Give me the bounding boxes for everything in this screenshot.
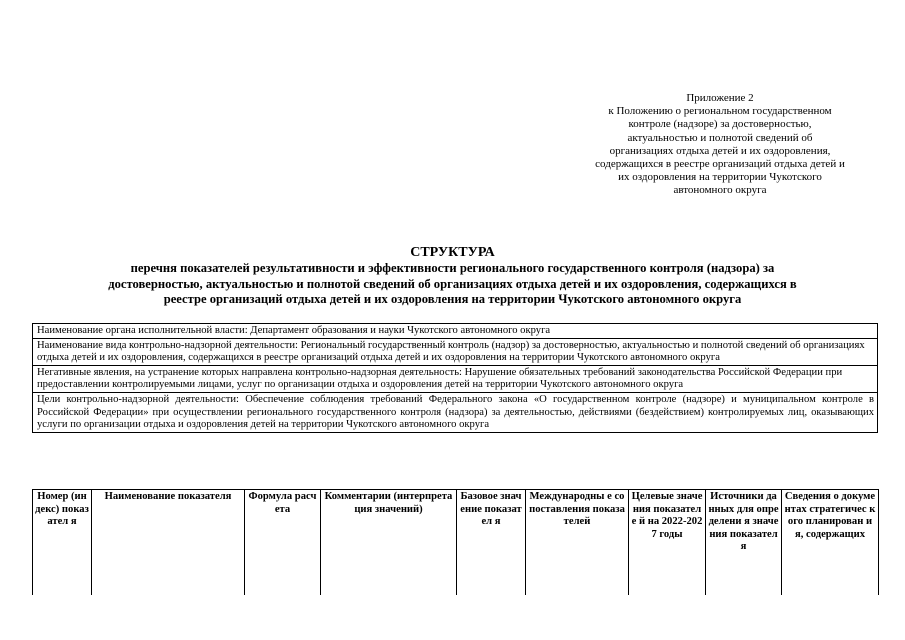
column-header-international: Международны е сопоставления показателей: [526, 490, 629, 596]
column-header-formula: Формула расчета: [245, 490, 321, 596]
info-row: [33, 324, 878, 339]
info-row: [33, 365, 878, 392]
column-header-base-value: Базовое значение показател я: [457, 490, 526, 596]
info-negative-phenomena-cell: Негативные явления, на устранение которых направлена контрольно-надзорная деятельность: Нарушение обязательных требований законодательства Российской Федерации при предоставлении контролируемыми лицами, услуг по организации отдыха и оздоровления детей на территории Чукотского автономного округа: [33, 365, 878, 392]
appendix-line: Приложение 2: [686, 92, 754, 104]
info-goals-cell: Цели контрольно-надзорной деятельности: Обеспечение соблюдения требований Федерального закона «О государственном контроле (надзоре) и муниципальном контроле в Российской Федерации» при осуществлении регионального государственного контроля (надзора) за деятельностью, действиями (бездействием) контролируемых лиц, оказывающих услуги по организации отдыха и оздоровления детей на территории Чукотского автономного округа: [33, 392, 878, 432]
document-subtitle-line: достоверностью, актуальностью и полнотой сведений об организациях отдыха детей и их оздоровления, содержащихся в: [108, 276, 797, 291]
column-header-strategic-docs: Сведения о документах стратегичес кого планирован ия, содержащих: [782, 490, 879, 596]
appendix-note: [560, 92, 880, 198]
info-table: [32, 323, 878, 433]
document-subtitle-line: реестре организаций отдыха детей и их оздоровления на территории Чукотского автономного округа: [163, 292, 742, 306]
column-header-name: Наименование показателя: [92, 490, 245, 596]
appendix-line: организациях отдыха детей и их оздоровления,: [609, 144, 831, 157]
info-row: [33, 392, 878, 432]
info-control-type-cell: Наименование вида контрольно-надзорной деятельности: Региональный государственный контроль (надзор) за достоверностью, актуальностью и полнотой сведений об организациях отдыха детей и их оздоровления, содержащихся в реестре организаций отдыха детей и их оздоровления на территории Чукотского автономного округа: [33, 338, 878, 365]
column-header-index: Номер (индекс) показател я: [33, 490, 92, 596]
appendix-line: их оздоровления на территории Чукотского: [618, 171, 822, 184]
column-header-data-sources: Источники данных для определени я значения показателя: [706, 490, 782, 596]
info-row: [33, 338, 878, 365]
document-title: СТРУКТУРА: [410, 245, 495, 260]
info-authority-cell: Наименование органа исполнительной власти: Департамент образования и науки Чукотского автономного округа: [33, 324, 878, 339]
column-header-comments: Комментарии (интерпретация значений): [321, 490, 457, 596]
indicators-table: [32, 489, 879, 595]
appendix-line: содержащихся в реестре организаций отдыха детей и: [595, 158, 845, 171]
appendix-line: к Положению о региональном государственном: [608, 105, 832, 118]
appendix-line: автономного округа: [673, 184, 767, 197]
document-heading: [28, 244, 877, 308]
header-row: [33, 490, 879, 596]
column-header-target-values: Целевые значения показателе й на 2022-2027 годы: [629, 490, 706, 596]
appendix-line: актуальностью и полнотой сведений об: [627, 131, 813, 144]
document-subtitle-line: перечня показателей результативности и эффективности регионального государственного контроля (надзора) за: [130, 261, 775, 275]
appendix-line: контроле (надзоре) за достоверностью,: [628, 118, 812, 131]
